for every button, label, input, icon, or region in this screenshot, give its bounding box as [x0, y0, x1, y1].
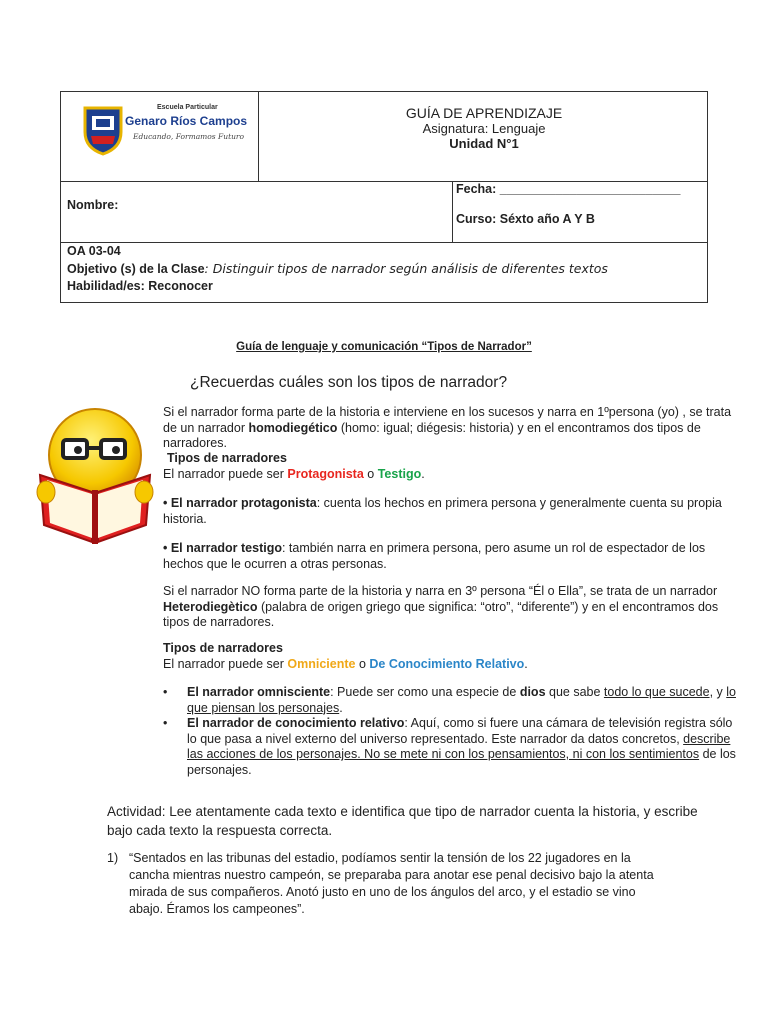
- unit: Unidad N°1: [449, 136, 519, 151]
- question-number: 1): [107, 851, 119, 865]
- date-label: Fecha: __________________________: [456, 182, 681, 196]
- course-label: Curso: Séxto año A Y B: [456, 212, 595, 226]
- text: : Puede ser como una especie de: [330, 685, 520, 699]
- list-item: [163, 685, 743, 716]
- school-type: Escuela Particular: [157, 104, 218, 111]
- label: • El narrador testigo: [163, 541, 282, 555]
- type-protagonista: Protagonista: [287, 466, 364, 481]
- question-1: [107, 850, 667, 918]
- label: El narrador de conocimiento relativo: [187, 716, 405, 730]
- text: .: [421, 466, 425, 481]
- text: Si el narrador NO forma parte de la historia y narra en 3º persona “Él o Ella”, se trata de un narrador: [163, 584, 718, 598]
- table-divider: [258, 92, 259, 181]
- header-table: [60, 91, 708, 303]
- text: que sabe: [545, 685, 604, 699]
- school-logo: [81, 102, 251, 158]
- paragraph-testigo: [163, 541, 743, 572]
- type-conocimiento-relativo: De Conocimiento Relativo: [369, 656, 525, 671]
- oa-code: OA 03-04: [67, 244, 121, 258]
- term-heterodiegetico: Heterodiegètico: [163, 599, 258, 614]
- table-divider: [452, 181, 453, 242]
- question-text: “Sentados en las tribunas del estadio, podíamos sentir la tensión de los 22 jugadores en la cancha mientras nuestro campeón, se preparaba para anotar ese penal decisivo bajo la atenta mirada de sus compañeros. Anotó justo en uno de los ángulos del arco, y el estadio se vino abajo. Éramos los campeones”.: [129, 851, 654, 916]
- subject: Asignatura: Lenguaje: [422, 121, 546, 136]
- label: • El narrador protagonista: [163, 496, 317, 510]
- types-block-1: [163, 451, 743, 482]
- paragraph-protagonista: [163, 496, 743, 527]
- text: .: [339, 700, 343, 715]
- text: todo lo que sucede: [603, 685, 710, 699]
- text: , y: [709, 685, 727, 699]
- objective-text: : Distinguir tipos de narrador según análisis de diferentes textos: [204, 261, 608, 276]
- guide-subtitle: Guía de lenguaje y comunicación “Tipos de Narrador”: [236, 341, 532, 353]
- type-omniciente: Omniciente: [287, 656, 356, 671]
- text: El narrador puede ser: [163, 656, 288, 671]
- types-title: Tipos de narradores: [163, 641, 283, 655]
- text: o: [355, 656, 370, 671]
- types-line: [163, 657, 743, 673]
- types-block-2: [163, 641, 743, 672]
- text: : cuenta los hechos en primera persona y generalmente cuenta su propia historia.: [163, 496, 722, 526]
- list-item: [163, 716, 743, 778]
- term-homodiegetico: homodiegético: [248, 420, 338, 435]
- name-label: Nombre:: [67, 198, 119, 212]
- reading-smiley-illustration: [30, 380, 160, 545]
- skill: Habilidad/es: Reconocer: [67, 279, 213, 293]
- types-title: Tipos de narradores: [167, 451, 287, 465]
- school-name: Genaro Ríos Campos: [125, 114, 248, 128]
- text: Si el narrador forma parte de la historia e interviene en los sucesos y narra en 1ºpersona (yo) , se trata de un narrador: [163, 405, 732, 435]
- types-line: [163, 467, 743, 483]
- text: dios: [519, 685, 546, 699]
- activity-instructions: Actividad: Lee atentamente cada texto e identifica que tipo de narrador cuenta la historia, y escribe bajo cada texto la respuesta correcta.: [107, 804, 698, 838]
- text: de los personajes.: [187, 747, 736, 777]
- text: : también narra en primera persona, pero asume un rol de espectador de los hechos que le ocurren a otras personas.: [163, 541, 706, 571]
- school-motto: Educando, Formamos Futuro: [133, 132, 245, 141]
- guide-header: [321, 106, 647, 151]
- guide-title: GUÍA DE APRENDIZAJE: [405, 105, 563, 121]
- text: (homo: igual; diégesis: historia) y en el encontramos dos tipos de narradores.: [163, 420, 701, 450]
- text: .: [524, 656, 528, 671]
- objective-line: [67, 260, 608, 278]
- label: El narrador omnisciente: [187, 685, 331, 699]
- narrator-list: [163, 685, 743, 778]
- text: (palabra de origen griego que significa: “otro”, “diferente”) y en el encontramos dos tipos de narradores.: [163, 599, 719, 629]
- type-testigo: Testigo: [377, 466, 422, 481]
- text: lo que piensan los personajes: [187, 685, 736, 715]
- text: describe las acciones de los personajes. No se mete ni con los pensamientos, ni con los sentimientos: [187, 731, 731, 761]
- objective-block: [67, 243, 608, 295]
- text: : Aquí, como si fuere una cámara de televisión registra sólo lo que pasa a nivel externo del universo representado. Este narrador da datos concretos,: [187, 716, 733, 746]
- paragraph-homodiegetico: [163, 405, 743, 452]
- section-heading: ¿Recuerdas cuáles son los tipos de narrador?: [190, 374, 508, 391]
- text: El narrador puede ser: [163, 466, 288, 481]
- paragraph-heterodiegetico: [163, 584, 743, 631]
- text: o: [363, 466, 378, 481]
- objective-label: Objetivo (s) de la Clase: [67, 262, 205, 276]
